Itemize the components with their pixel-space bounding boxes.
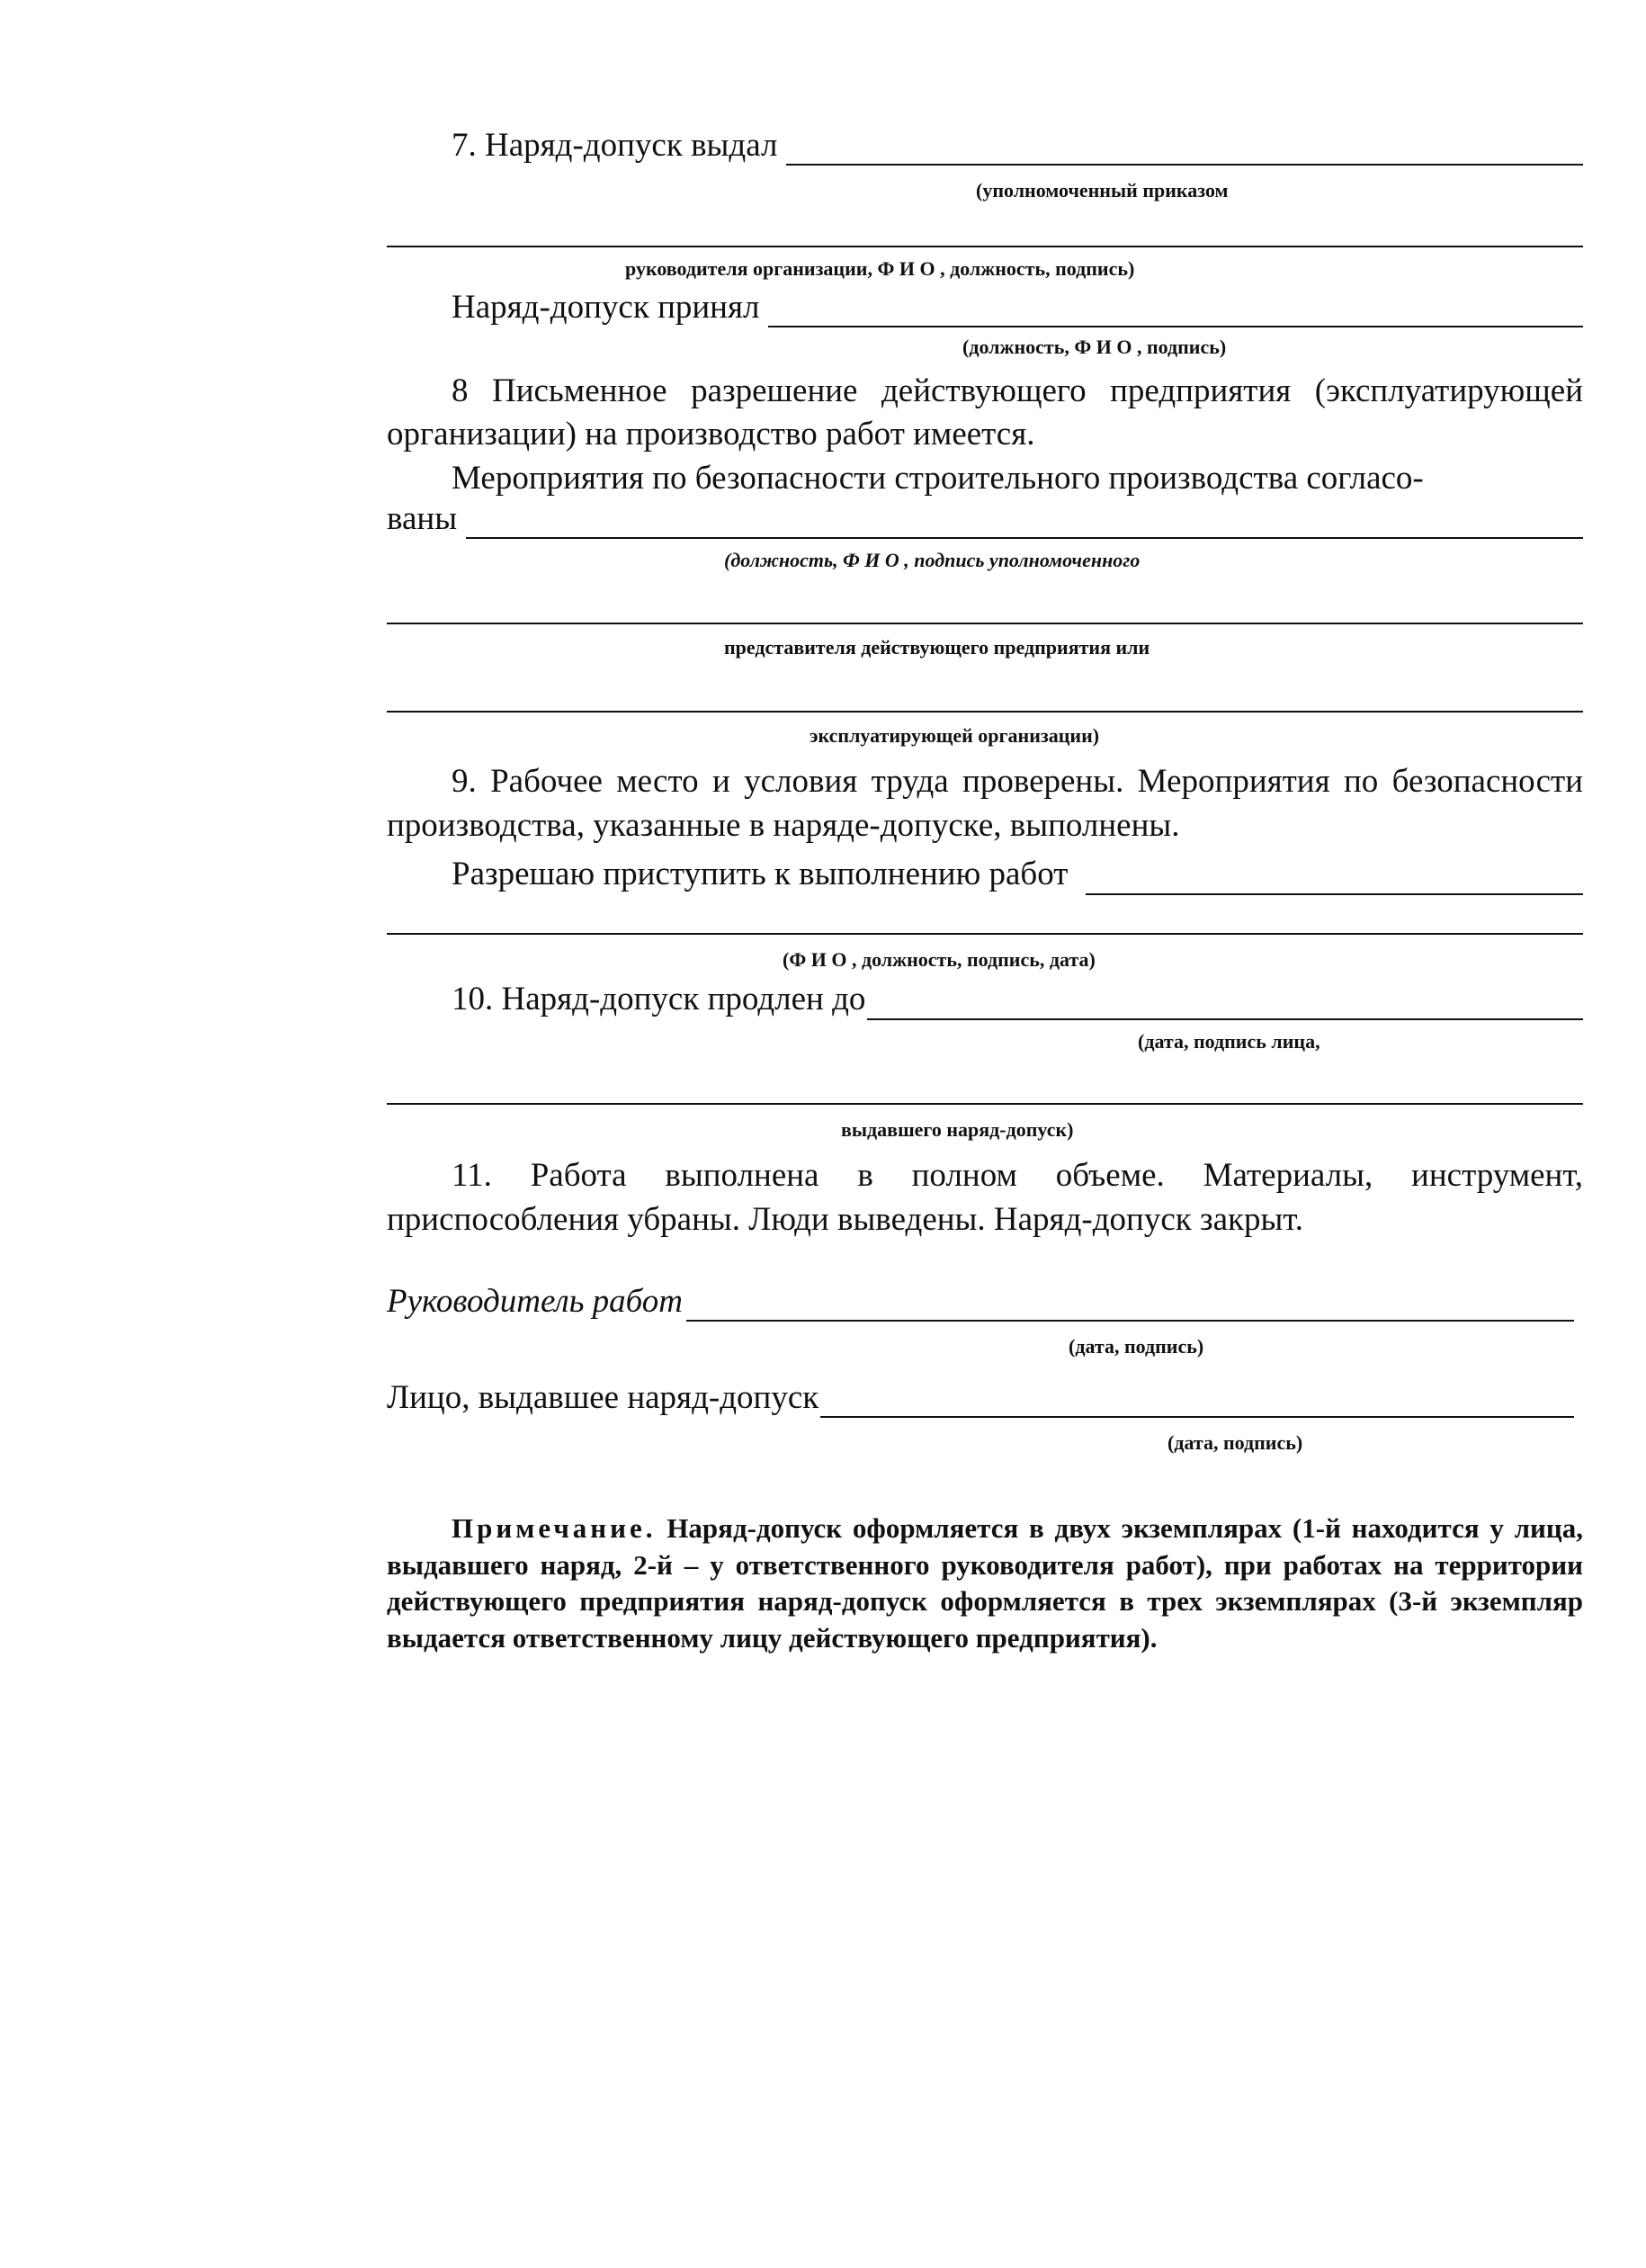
item7-caption1: (уполномоченный приказом [976,179,1229,202]
item8-agreed-field[interactable] [466,508,1583,539]
item7-accepted-caption: (должность, Ф И О , подпись) [962,335,1227,358]
item9-second-field[interactable] [387,931,1583,935]
item9-allow-line [387,855,1583,894]
manager-field[interactable] [686,1291,1574,1322]
item10-second-field[interactable] [387,1101,1583,1105]
item10-field[interactable] [867,990,1583,1020]
item10-caption1: (дата, подпись лица, [1138,1029,1320,1053]
item9-caption: (Ф И О , должность, подпись, дата) [783,947,1096,971]
note-title: Примечание. [452,1511,657,1544]
item8-measures-line2 [387,499,1583,539]
item8-third-field[interactable] [387,709,1583,713]
item10-caption2: выдавшего наряд-допуск) [841,1118,1074,1142]
item7-issued-line [387,126,1583,166]
issuer-label: Лицо, выдавшее наряд-допуск [387,1378,819,1416]
item8-text: 8 Письменное разрешение действующего предприятия (эксплуатирующей организации) на производство работ имеется. [387,372,1583,453]
note-paragraph [387,1511,1583,1658]
item10-line [387,980,1583,1019]
item8-caption3: эксплуатирующей организации) [810,724,1100,748]
item8-caption1: (должность, Ф И О , подпись уполномоченного [724,549,1141,571]
issuer-line [387,1378,1583,1418]
note-text: Наряд-допуск оформляется в двух экземплярах (1-й находится у лица, выдавшего наряд, 2-й – у ответственного руководителя работ), при работах на территории действующего предприятия наряд-допуск оформляется в трех экземплярах (3-й экземпляр выдается ответственному лицу действующего предприятия). [387,1511,1583,1654]
item10-label: 10. Наряд-допуск продлен до [452,981,866,1018]
item7-issued-field[interactable] [786,135,1583,166]
item9-allow-label: Разрешаю приступить к выполнению работ [452,856,1069,893]
item8-measures-text: Мероприятия по безопасности строительного производства согласо- [452,460,1424,498]
manager-caption: (дата, подпись) [1069,1335,1204,1358]
item8-caption2: представителя действующего предприятия или [724,635,1150,659]
item8-measures-text2: ваны [387,499,458,537]
manager-label: Руководитель работ [387,1282,684,1320]
manager-line [387,1282,1583,1322]
issuer-field[interactable] [820,1387,1574,1418]
item9-text: 9. Рабочее место и условия труда проверены. Мероприятия по безопасности производства, указанные в наряде-допуске, выполнены. [387,762,1583,844]
item7-accepted-line [387,288,1583,327]
item7-second-field[interactable] [387,244,1583,247]
document-page [387,126,1583,1657]
item7-accepted-field[interactable] [768,297,1583,327]
item7-issued-label: 7. Наряд-допуск выдал [452,127,778,164]
item8-measures-line1 [387,459,1583,498]
item8-second-field[interactable] [387,621,1583,624]
item11-text: 11. Работа выполнена в полном объеме. Материалы, инструмент, приспособления убраны. Люди выведены. Наряд-допуск закрыт. [387,1157,1583,1238]
item9-allow-field[interactable] [1086,865,1583,895]
item7-accepted-label: Наряд-допуск принял [452,288,760,326]
item7-caption2: руководителя организации, Ф И О , должность, подпись) [625,256,1135,280]
issuer-caption: (дата, подпись) [1167,1431,1303,1455]
